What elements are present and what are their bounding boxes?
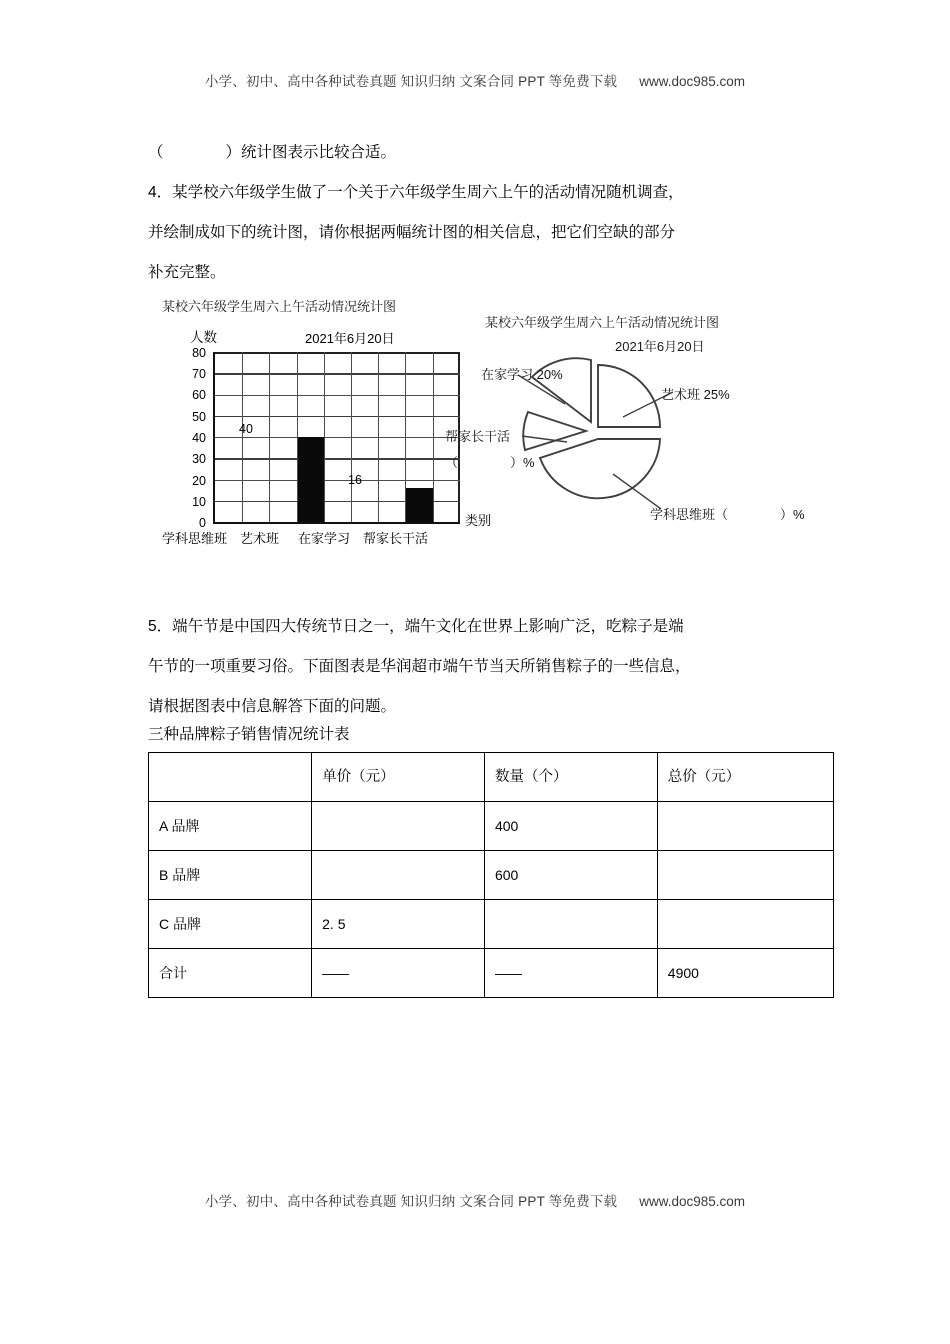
question-3-tail-line: （ ）统计图表示比较合适。 [148, 144, 397, 161]
bar-ytick-40: 40 [192, 431, 206, 445]
question-5-line-1: 5．端午节是中国四大传统节日之一，端午文化在世界上影响广泛，吃粽子是端 [148, 618, 684, 635]
bar-ytick-60: 60 [192, 388, 206, 402]
bar-chart-gridlines [215, 352, 460, 522]
row-total-total-price: 4900 [657, 949, 833, 998]
bar-chart-plot-area [213, 352, 460, 524]
gridline-v-4 [324, 352, 325, 522]
row-c-quantity [484, 900, 657, 949]
bar-chart [150, 296, 492, 556]
row-total-label: 合计 [149, 949, 312, 998]
bar-ytick-70: 70 [192, 367, 206, 381]
pie-label-help-parents: 帮家长干活 [445, 429, 511, 444]
table-header-cell-total: 总价（元） [657, 753, 833, 802]
bar-ytick-30: 30 [192, 452, 206, 466]
row-b-brand-name: B 品牌 [149, 851, 312, 900]
footer-watermark-text: 小学、初中、高中各种试卷真题 知识归纳 文案合同 PPT 等免费下载 [204, 1194, 618, 1209]
bar-ytick-20: 20 [192, 474, 206, 488]
pie-chart-title: 某校六年级学生周六上午活动情况统计图 [485, 315, 720, 330]
row-a-brand-name: A 品牌 [149, 802, 312, 851]
row-a-unit-price [312, 802, 485, 851]
gridline-v-5 [351, 352, 352, 522]
footer-watermark-site: www.doc985.com [639, 1194, 746, 1209]
question-5-text [148, 607, 838, 727]
gridline-v-8 [433, 352, 434, 522]
table-header-cell-quantity: 数量（个） [484, 753, 657, 802]
gridline-h-70 [215, 373, 460, 375]
row-c-total-price [657, 900, 833, 949]
table-row [149, 802, 834, 851]
bar-chart-title: 某校六年级学生周六上午活动情况统计图 [162, 299, 397, 314]
question-5-line-3: 请根据图表中信息解答下面的问题。 [148, 698, 397, 715]
bar-chart-y-axis-label: 人数 [190, 330, 217, 345]
table-caption: 三种品牌粽子销售情况统计表 [148, 726, 350, 743]
question-4-text [148, 173, 838, 293]
sales-statistics-table [148, 752, 834, 998]
table-header-cell-unitprice: 单价（元） [312, 753, 485, 802]
table-header-cell-blank [149, 753, 312, 802]
question-5-line-2: 午节的一项重要习俗。下面图表是华润超市端午节当天所销售粽子的一些信息， [148, 658, 691, 675]
table-row [149, 949, 834, 998]
bar-ytick-0: 0 [199, 516, 206, 530]
pie-slice-help-parents [523, 412, 586, 450]
question-4-line-1: 4．某学校六年级学生做了一个关于六年级学生周六上午的活动情况随机调查， [148, 184, 684, 201]
pie-label-at-home: 在家学习 20% [481, 367, 563, 382]
bar-ytick-80: 80 [192, 346, 206, 360]
bar-chart-x-axis-label: 类别 [465, 513, 492, 528]
question-3-tail [148, 133, 838, 173]
bar-category-label-home: 在家学习 [298, 531, 351, 546]
pie-label-art-class: 艺术班 25% [661, 387, 730, 402]
gridline-top [215, 352, 460, 354]
row-a-quantity: 400 [484, 802, 657, 851]
gridline-h-20 [215, 480, 460, 481]
bar-category-label-art: 艺术班 [240, 531, 280, 546]
row-a-total-price [657, 802, 833, 851]
row-c-brand-name: C 品牌 [149, 900, 312, 949]
bar-chart-date: 2021年6月20日 [305, 331, 395, 346]
gridline-v-6 [378, 352, 379, 522]
bar-help-parents [406, 488, 432, 522]
gridline-h-30 [215, 458, 460, 460]
row-b-total-price [657, 851, 833, 900]
header-watermark [0, 70, 950, 90]
pie-chart [445, 312, 845, 552]
row-c-unit-price: 2. 5 [312, 900, 485, 949]
pie-label-thinking-class: 学科思维班（ ）% [650, 507, 805, 522]
bar-art-class [298, 437, 324, 522]
question-4-line-2: 并绘制成如下的统计图，请你根据两幅统计图的相关信息，把它们空缺的部分 [148, 224, 676, 241]
bar-value-label-art: 40 [239, 422, 253, 436]
pie-slice-thinking-class [540, 439, 660, 498]
row-b-unit-price [312, 851, 485, 900]
header-watermark-text: 小学、初中、高中各种试卷真题 知识归纳 文案合同 PPT 等免费下载 [204, 74, 618, 89]
bar-ytick-10: 10 [192, 495, 206, 509]
bar-value-label-help: 16 [348, 473, 362, 487]
row-total-quantity: —— [484, 949, 657, 998]
pie-slice-art-class [598, 365, 660, 427]
row-total-unit-price: —— [312, 949, 485, 998]
bar-ytick-50: 50 [192, 410, 206, 424]
table-row [149, 900, 834, 949]
gridline-v-2 [269, 352, 270, 522]
gridline-h-60 [215, 395, 460, 396]
gridline-h-50 [215, 416, 460, 418]
row-b-quantity: 600 [484, 851, 657, 900]
gridline-h-40 [215, 437, 460, 438]
footer-watermark [0, 1190, 950, 1210]
bar-category-label-thinking: 学科思维班 [162, 531, 228, 546]
pie-label-help-parents-blank: （ ）% [445, 455, 535, 470]
bar-category-label-help: 帮家长干活 [363, 531, 429, 546]
question-4-line-3: 补充完整。 [148, 264, 226, 281]
gridline-v-1 [242, 352, 243, 522]
pie-chart-date: 2021年6月20日 [615, 339, 705, 354]
table-header-row [149, 753, 834, 802]
table-row [149, 851, 834, 900]
header-watermark-site: www.doc985.com [639, 74, 746, 89]
